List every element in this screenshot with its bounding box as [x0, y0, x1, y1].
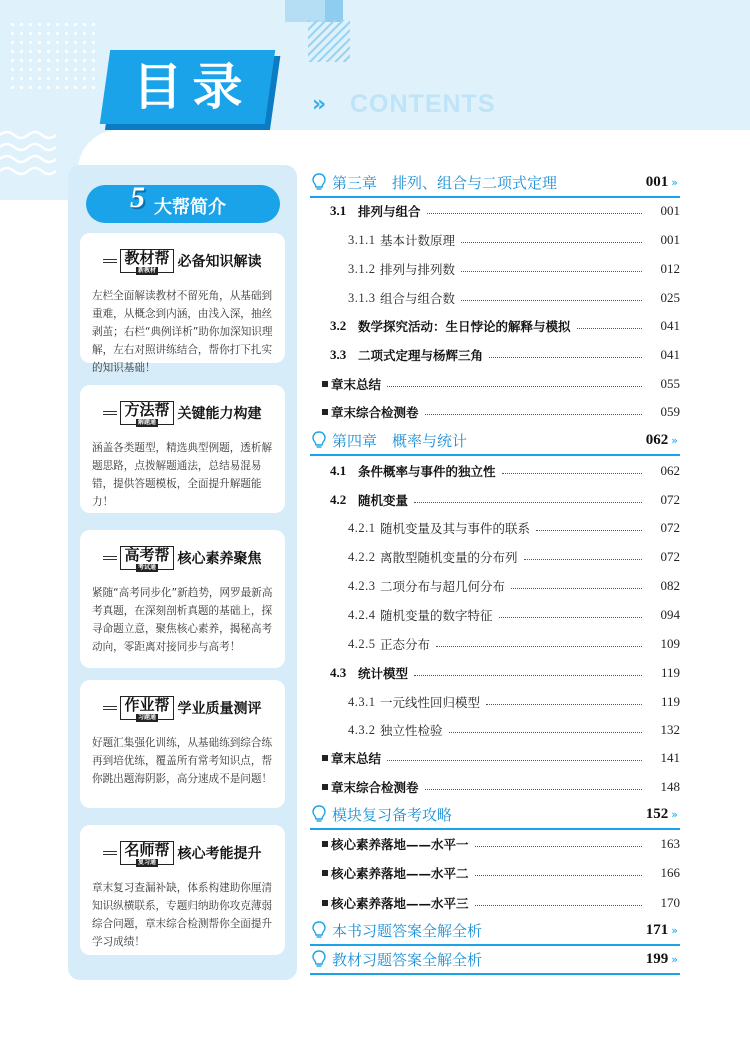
dot-leader — [436, 646, 642, 647]
toc-page-number: 062 — [660, 463, 680, 478]
toc-title: 章末综合检测卷 — [331, 780, 419, 795]
toc-number: 4.3 — [330, 665, 347, 680]
toc-section[interactable] — [310, 485, 680, 515]
toc-number: 4.3.1 — [348, 694, 376, 709]
toc-page-number: 072 — [660, 492, 680, 507]
dot-leader — [502, 473, 642, 474]
toc-title: 二项分布与超几何分布 — [380, 579, 506, 594]
toc-title: 组合与组合数 — [380, 291, 456, 306]
toc-title: 核心素养落地——水平三 — [331, 896, 469, 911]
toc-number: 4.2.2 — [348, 549, 376, 564]
heading-text: 大帮简介 — [154, 197, 226, 218]
decor-stripe — [325, 0, 343, 22]
intro-card — [80, 385, 285, 513]
toc-number: 4.2.3 — [348, 578, 376, 593]
dot-leader — [536, 530, 642, 531]
intro-card-tag: 高考帮 考试通 — [120, 546, 173, 570]
toc-number: 4.2.4 — [348, 607, 376, 622]
intro-card-tag: 教材帮 新教材 — [120, 249, 173, 273]
decor-dash — [103, 259, 117, 263]
chevron-right-icon: » — [671, 175, 678, 189]
toc-item[interactable] — [310, 397, 680, 427]
intro-card-title — [92, 249, 273, 273]
toc-chapter-title: 第三章 排列、组合与二项式定理 — [332, 173, 558, 192]
decor-stripe — [285, 0, 325, 22]
toc-title: 统计模型 — [358, 666, 409, 681]
toc-page-number: 059 — [660, 404, 680, 419]
toc-title: 随机变量 — [358, 493, 409, 508]
heading-number: 5 — [130, 181, 145, 214]
dot-leader — [414, 675, 642, 676]
toc-page-number: 001 — [660, 232, 680, 247]
toc-chapter[interactable] — [310, 916, 680, 946]
toc-item[interactable] — [310, 888, 680, 918]
chevron-right-icon: » — [671, 433, 678, 447]
toc-page-number: 001 — [660, 203, 680, 218]
dot-leader — [489, 357, 642, 358]
toc-number: 3.1.1 — [348, 232, 376, 247]
intro-card-title — [92, 841, 273, 865]
toc-title: 核心素养落地——水平二 — [331, 866, 469, 881]
toc-page-number: 041 — [660, 347, 680, 362]
toc-page-number: 141 — [660, 750, 680, 765]
toc-title: 基本计数原理 — [380, 233, 456, 248]
intro-card-title — [92, 546, 273, 570]
toc-page-number: 163 — [660, 836, 680, 851]
intro-card — [80, 825, 285, 955]
toc-subsection[interactable] — [310, 225, 680, 255]
toc-title: 章末总结 — [331, 751, 382, 766]
toc-section[interactable] — [310, 196, 680, 226]
toc-title: 章末总结 — [331, 377, 382, 392]
toc-section[interactable] — [310, 658, 680, 688]
toc-page-number: 082 — [660, 578, 680, 593]
chevron-right-icon: » — [671, 952, 678, 966]
toc-title: 一元线性回归模型 — [380, 695, 481, 710]
toc-item[interactable] — [310, 829, 680, 859]
intro-card-subtitle: 必备知识解读 — [177, 254, 262, 270]
toc-title: 正态分布 — [380, 637, 431, 652]
bullet-icon — [322, 381, 328, 387]
toc-page-number: 072 — [660, 549, 680, 564]
toc-number: 4.3.2 — [348, 722, 376, 737]
toc-item[interactable] — [310, 743, 680, 773]
toc-chapter-title: 本书习题答案全解全析 — [332, 921, 483, 940]
toc-page-number: 109 — [660, 636, 680, 651]
toc-page-number: 055 — [660, 376, 680, 391]
toc-number: 3.1 — [330, 203, 347, 218]
toc-page-number: 094 — [660, 607, 680, 622]
lightbulb-icon — [312, 805, 326, 823]
toc-page-number: 171 — [645, 921, 669, 938]
dot-leader — [427, 213, 642, 214]
dot-leader — [425, 789, 642, 790]
decor-dash — [103, 851, 117, 855]
toc-chapter-title: 第四章 概率与统计 — [332, 431, 468, 450]
toc-subsection[interactable] — [310, 629, 680, 659]
toc-page-number: 119 — [660, 694, 680, 709]
decor-dash — [103, 411, 117, 415]
intro-card-body: 左栏全面解读教材不留死角，从基础到重难，从概念到内涵，由浅入深，抽丝剥茧；右栏“典例详析”助你加深知识理解，左右对照讲练结合，帮你打下扎实的知识基础！ — [92, 290, 273, 374]
intro-card-title — [92, 401, 273, 425]
dot-leader — [524, 559, 642, 560]
lightbulb-icon — [312, 173, 326, 191]
lightbulb-icon — [312, 921, 326, 939]
toc-page-number: 025 — [660, 290, 680, 305]
toc-section[interactable] — [310, 311, 680, 341]
toc-title: 独立性检验 — [380, 723, 443, 738]
intro-card-subtitle: 学业质量测评 — [177, 701, 262, 717]
dot-leader — [475, 905, 642, 906]
toc-subsection[interactable] — [310, 571, 680, 601]
intro-card-body: 好题汇集强化训练，从基础练到综合练再到培优练，覆盖所有常考知识点，帮你跳出题海阴影，高分速成不是问题！ — [92, 737, 273, 785]
toc-chapter[interactable] — [310, 945, 680, 975]
toc-number: 3.1.2 — [348, 261, 376, 276]
intro-card-tag: 方法帮 解题通 — [120, 401, 173, 425]
toc-chapter-title: 模块复习备考攻略 — [332, 805, 453, 824]
intro-card-body: 章末复习查漏补缺，体系构建助你厘清知识纵横联系，专题归纳助你攻克薄弱综合问题，章末综合检测帮你全面提升学习成绩！ — [92, 882, 273, 948]
toc-page-number: 152 — [645, 805, 669, 822]
toc-page-number: 072 — [660, 520, 680, 535]
toc-page-number: 170 — [660, 895, 680, 910]
toc-section[interactable] — [310, 456, 680, 486]
toc-title: 章末综合检测卷 — [331, 405, 419, 420]
bullet-icon — [322, 784, 328, 790]
toc-page-number: 148 — [660, 779, 680, 794]
intro-card-body: 涵盖各类题型，精选典型例题，透析解题思路，点拨解题通法，总结易混易错，提供答题模板，全面提升解题能力！ — [92, 442, 273, 508]
toc-number: 3.1.3 — [348, 290, 376, 305]
toc-chapter[interactable] — [310, 168, 680, 198]
intro-card — [80, 530, 285, 668]
toc-page-number: 012 — [660, 261, 680, 276]
bullet-icon — [322, 870, 328, 876]
dot-leader — [475, 846, 642, 847]
dot-leader — [461, 242, 642, 243]
decor-hatch — [308, 20, 350, 62]
dot-leader — [449, 732, 642, 733]
toc-item[interactable] — [310, 858, 680, 888]
toc-chapter-title: 教材习题答案全解全析 — [332, 950, 483, 969]
intro-card-tag-sub: 解题通 — [137, 419, 156, 426]
toc-subsection[interactable] — [310, 513, 680, 543]
toc-chapter[interactable] — [310, 800, 680, 830]
intro-panel-heading — [86, 181, 280, 223]
intro-card — [80, 233, 285, 374]
toc-subsection[interactable] — [310, 715, 680, 745]
toc-title: 排列与组合 — [358, 204, 421, 219]
intro-card-tag: 名师帮 复习通 — [120, 841, 173, 865]
bullet-icon — [322, 409, 328, 415]
intro-card-subtitle: 关键能力构建 — [177, 406, 262, 422]
dot-leader — [461, 300, 642, 301]
dot-leader — [387, 760, 642, 761]
intro-card-body: 紧随“高考同步化”新趋势，网罗最新高考真题，在深刻剖析真题的基础上，探寻命题立意，聚焦核心素养，揭秘高考动向，零距离对接同步与高考！ — [92, 587, 273, 653]
intro-card-tag-sub: 复习通 — [137, 859, 156, 866]
toc-item[interactable] — [310, 369, 680, 399]
toc-title: 离散型随机变量的分布列 — [380, 550, 518, 565]
chevrons-icon: » — [312, 92, 324, 117]
intro-card — [80, 680, 285, 808]
page-title: 目录 — [132, 58, 253, 116]
toc-title: 二项式定理与杨辉三角 — [358, 348, 484, 363]
dot-leader — [414, 502, 642, 503]
intro-card-tag-sub: 新教材 — [137, 267, 156, 274]
toc-subsection[interactable] — [310, 687, 680, 717]
toc-title: 条件概率与事件的独立性 — [358, 464, 496, 479]
toc-subsection[interactable] — [310, 254, 680, 284]
toc-subsection[interactable] — [310, 600, 680, 630]
dot-leader — [461, 271, 642, 272]
toc-number: 3.3 — [330, 347, 347, 362]
chevron-right-icon: » — [671, 923, 678, 937]
toc-number: 4.1 — [330, 463, 347, 478]
dot-leader — [577, 328, 642, 329]
toc-title: 核心素养落地——水平一 — [331, 837, 469, 852]
toc-page-number: 119 — [660, 665, 680, 680]
toc-number: 3.2 — [330, 318, 347, 333]
intro-card-tag-sub: 考试通 — [137, 564, 156, 571]
decor-dot-pattern — [8, 20, 98, 90]
toc-page-number: 041 — [660, 318, 680, 333]
dot-leader — [511, 588, 642, 589]
toc-chapter[interactable] — [310, 426, 680, 456]
toc-page-number: 001 — [645, 173, 669, 190]
page-title-en: CONTENTS — [350, 90, 496, 118]
toc-number: 4.2.5 — [348, 636, 376, 651]
intro-card-title — [92, 696, 273, 720]
toc-title: 数学探究活动：生日悖论的解释与模拟 — [358, 319, 571, 334]
toc-page-number: 062 — [645, 431, 669, 448]
dot-leader — [486, 704, 642, 705]
toc-page-number: 132 — [660, 722, 680, 737]
decor-dash — [103, 706, 117, 710]
toc-subsection[interactable] — [310, 283, 680, 313]
dot-leader — [499, 617, 642, 618]
lightbulb-icon — [312, 431, 326, 449]
toc-page-number: 199 — [645, 950, 669, 967]
intro-card-tag: 作业帮 习题通 — [120, 696, 173, 720]
bullet-icon — [322, 755, 328, 761]
intro-card-subtitle: 核心素养聚焦 — [177, 551, 262, 567]
toc-number: 4.2.1 — [348, 520, 376, 535]
toc-item[interactable] — [310, 772, 680, 802]
toc-title: 随机变量的数字特征 — [380, 608, 493, 623]
toc-number: 4.2 — [330, 492, 347, 507]
bullet-icon — [322, 900, 328, 906]
decor-wave-lines — [0, 125, 60, 195]
dot-leader — [387, 386, 642, 387]
toc-title: 随机变量及其与事件的联系 — [380, 521, 531, 536]
toc-title: 排列与排列数 — [380, 262, 456, 277]
bullet-icon — [322, 841, 328, 847]
toc-section[interactable] — [310, 340, 680, 370]
dot-leader — [425, 414, 642, 415]
intro-card-subtitle: 核心考能提升 — [177, 846, 262, 862]
dot-leader — [475, 875, 642, 876]
decor-dash — [103, 556, 117, 560]
toc-subsection[interactable] — [310, 542, 680, 572]
chevron-right-icon: » — [671, 807, 678, 821]
lightbulb-icon — [312, 950, 326, 968]
toc-page-number: 166 — [660, 865, 680, 880]
intro-card-tag-sub: 习题通 — [137, 714, 156, 721]
